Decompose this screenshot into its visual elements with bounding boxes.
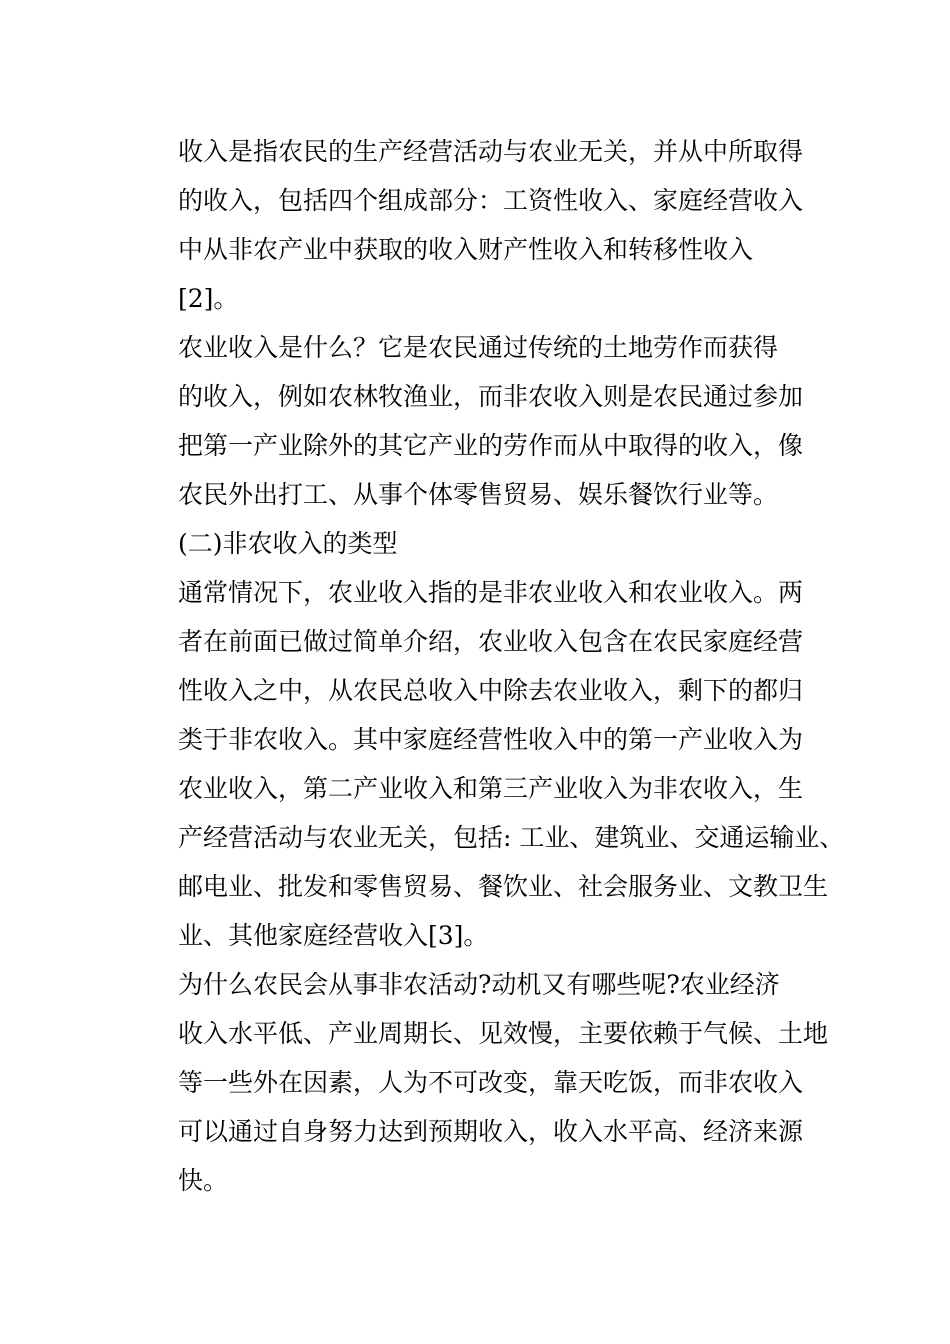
text-line: 性收入之中，从农民总收入中除去农业收入，剩下的都归 xyxy=(178,676,804,705)
text-line: 产经营活动与农业无关，包括: 工业、建筑业、交通运输业、 xyxy=(178,823,845,852)
text-line: 为什么农民会从事非农活动?动机又有哪些呢?农业经济 xyxy=(178,970,780,999)
text-line: 农民外出打工、从事个体零售贸易、娱乐餐饮行业等。 xyxy=(178,480,779,509)
paragraph-motivation xyxy=(178,960,828,1205)
paragraph-income-types xyxy=(178,568,845,960)
text-line: 类于非农收入。其中家庭经营性收入中的第一产业收入为 xyxy=(178,725,804,754)
text-line: 的收入，例如农林牧渔业，而非农收入则是农民通过参加 xyxy=(178,382,804,411)
section-heading xyxy=(178,519,828,568)
document-body xyxy=(178,127,845,1205)
text-line: 中从非农产业中获取的收入财产性收入和转移性收入 xyxy=(178,235,754,264)
heading-text: (二)非农收入的类型 xyxy=(178,529,398,558)
text-line: 收入是指农民的生产经营活动与农业无关，并从中所取得 xyxy=(178,137,804,166)
paragraph-nonfarm-income-definition xyxy=(178,127,828,323)
paragraph-agricultural-income xyxy=(178,323,828,519)
text-line: 等一些外在因素，人为不可改变，靠天吃饭，而非农收入 xyxy=(178,1068,804,1097)
text-line: 邮电业、批发和零售贸易、餐饮业、社会服务业、文教卫生 xyxy=(178,872,829,901)
text-line: 者在前面已做过简单介绍，农业收入包含在农民家庭经营 xyxy=(178,627,804,656)
text-line: 可以通过自身努力达到预期收入，收入水平高、经济来源 xyxy=(178,1117,804,1146)
text-line: 收入水平低、产业周期长、见效慢，主要依赖于气候、土地 xyxy=(178,1019,829,1048)
text-line: 的收入，包括四个组成部分：工资性收入、家庭经营收入 xyxy=(178,186,804,215)
text-line: 把第一产业除外的其它产业的劳作而从中取得的收入，像 xyxy=(178,431,804,460)
text-line: 业、其他家庭经营收入[3]。 xyxy=(178,921,489,950)
text-line: 农业收入是什么？它是农民通过传统的土地劳作而获得 xyxy=(178,333,779,362)
text-line: [2]。 xyxy=(178,284,239,313)
text-line: 通常情况下，农业收入指的是非农业收入和农业收入。两 xyxy=(178,578,804,607)
text-line: 快。 xyxy=(178,1166,229,1195)
text-line: 农业收入，第二产业收入和第三产业收入为非农收入，生 xyxy=(178,774,804,803)
